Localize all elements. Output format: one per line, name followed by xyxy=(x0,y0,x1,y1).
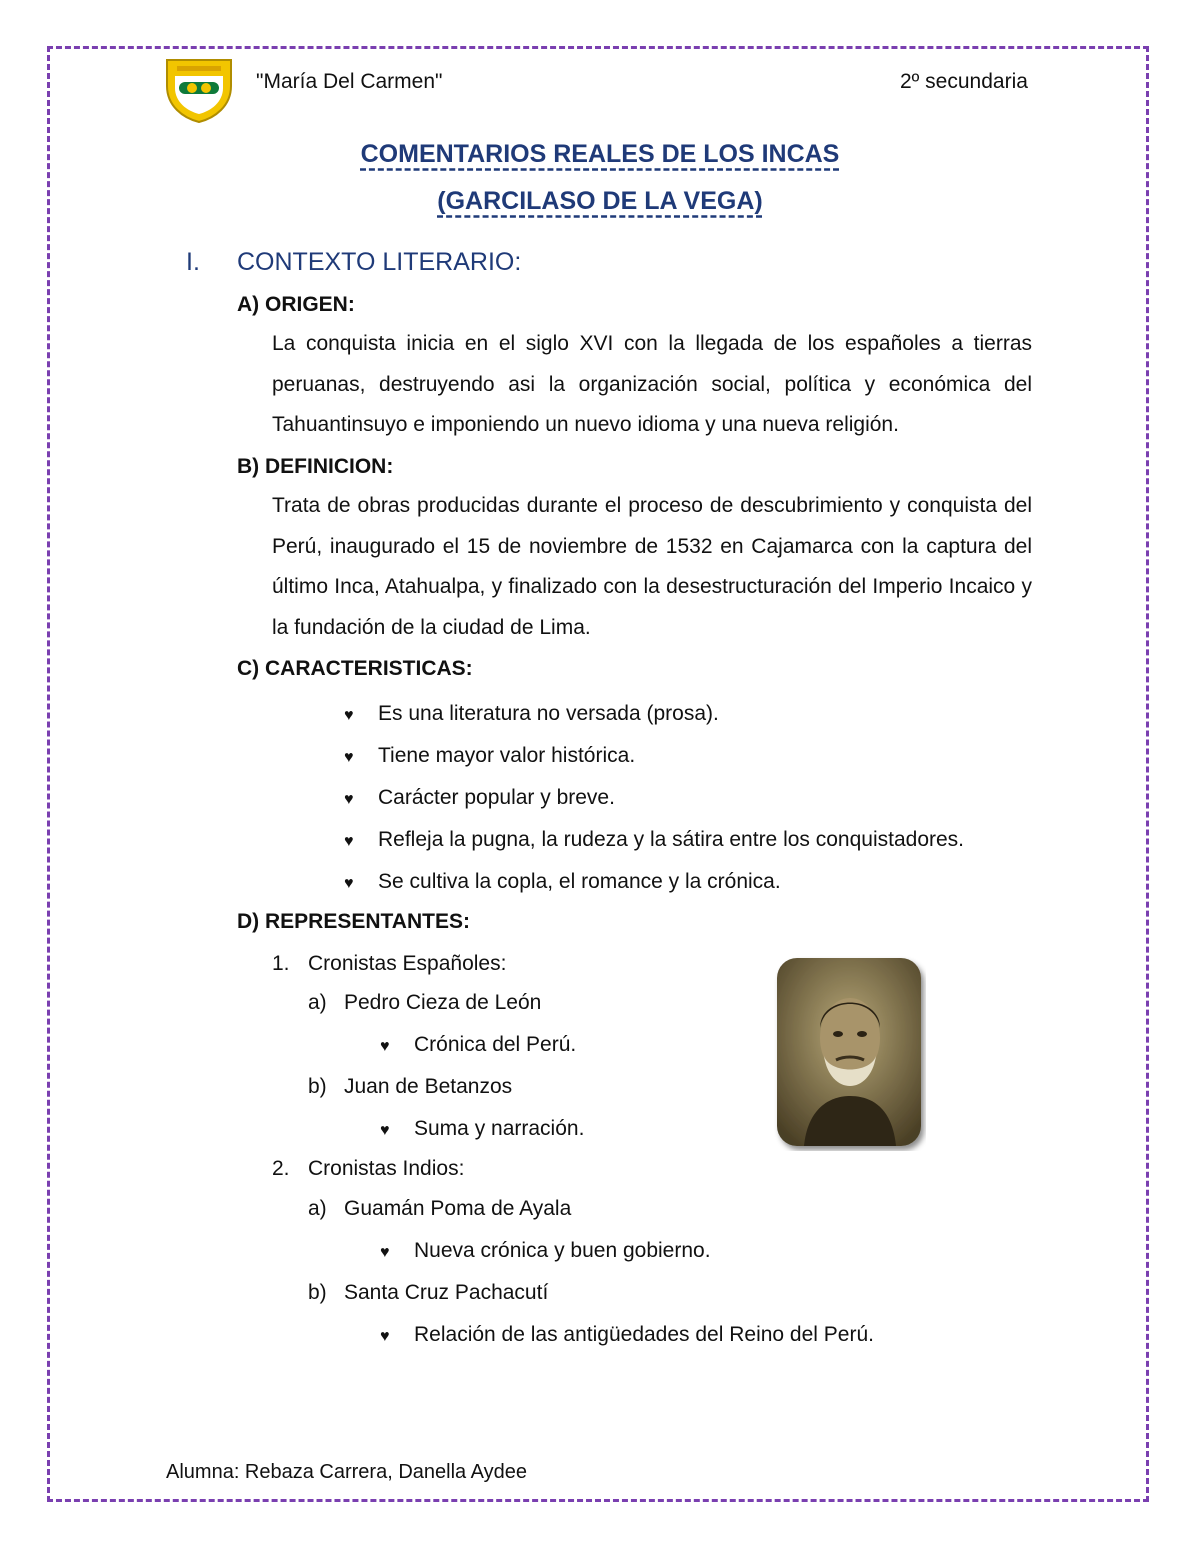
caracteristicas-heading: C) CARACTERISTICAS: xyxy=(237,657,473,680)
list-item: ♥ Refleja la pugna, la rudeza y la sátira entre los conquistadores. xyxy=(344,828,965,851)
portrait-image xyxy=(774,956,926,1151)
list-item: ♥ Es una literatura no versada (prosa). xyxy=(344,702,719,725)
document-subtitle: (GARCILASO DE LA VEGA) xyxy=(437,187,763,215)
list-item: ♥ Tiene mayor valor histórica. xyxy=(344,744,636,767)
school-shield-logo xyxy=(163,56,235,124)
author-name: a) Pedro Cieza de León xyxy=(308,991,542,1014)
representantes-heading: D) REPRESENTANTES: xyxy=(237,910,470,933)
definicion-paragraph: Trata de obras producidas durante el proceso de descubrimiento y conquista del Perú, inaugurado el 15 de noviembre de 1532 en Cajamarca con la captura del último Inca, Atahualpa, y finalizado con la desestructuración del Imperio Incaico y la fundación de la ciudad de Lima. xyxy=(272,494,1032,639)
section-numeral: I. xyxy=(186,248,200,276)
author-name: a) Guamán Poma de Ayala xyxy=(308,1197,572,1220)
document-title: COMENTARIOS REALES DE LOS INCAS xyxy=(360,140,840,168)
author-work: ♥ Crónica del Perú. xyxy=(380,1033,577,1056)
heart-bullet-icon: ♥ xyxy=(344,791,354,808)
author-work: ♥ Nueva crónica y buen gobierno. xyxy=(380,1239,711,1262)
origen-paragraph: La conquista inicia en el siglo XVI con la llegada de los españoles a tierras peruanas, destruyendo asi la organización social, política y económica del Tahuantinsuyo e imponiendo un nuevo idioma y una nueva religión. xyxy=(272,332,1032,436)
group-label: 2. Cronistas Indios: xyxy=(272,1157,465,1180)
student-name: Alumna: Rebaza Carrera, Danella Aydee xyxy=(166,1461,527,1483)
section-heading: CONTEXTO LITERARIO: xyxy=(237,248,522,276)
list-item: ♥ Carácter popular y breve. xyxy=(344,786,615,809)
author-work: ♥ Suma y narración. xyxy=(380,1117,585,1140)
school-name: "María Del Carmen" xyxy=(256,70,443,93)
heart-bullet-icon: ♥ xyxy=(344,833,354,850)
group-label: 1. Cronistas Españoles: xyxy=(272,952,507,975)
heart-bullet-icon: ♥ xyxy=(380,1038,390,1055)
grade-label: 2º secundaria xyxy=(900,70,1028,93)
author-name: b) Juan de Betanzos xyxy=(308,1075,513,1098)
heart-bullet-icon: ♥ xyxy=(380,1244,390,1261)
heart-bullet-icon: ♥ xyxy=(344,707,354,724)
heart-bullet-icon: ♥ xyxy=(380,1328,390,1345)
definicion-heading: B) DEFINICION: xyxy=(237,455,394,478)
page-border xyxy=(47,46,1149,1502)
heart-bullet-icon: ♥ xyxy=(344,749,354,766)
origen-heading: A) ORIGEN: xyxy=(237,293,355,316)
heart-bullet-icon: ♥ xyxy=(344,875,354,892)
heart-bullet-icon: ♥ xyxy=(380,1122,390,1139)
list-item: ♥ Se cultiva la copla, el romance y la crónica. xyxy=(344,870,781,893)
author-work: ♥ Relación de las antigüedades del Reino del Perú. xyxy=(380,1323,874,1346)
author-name: b) Santa Cruz Pachacutí xyxy=(308,1281,549,1304)
